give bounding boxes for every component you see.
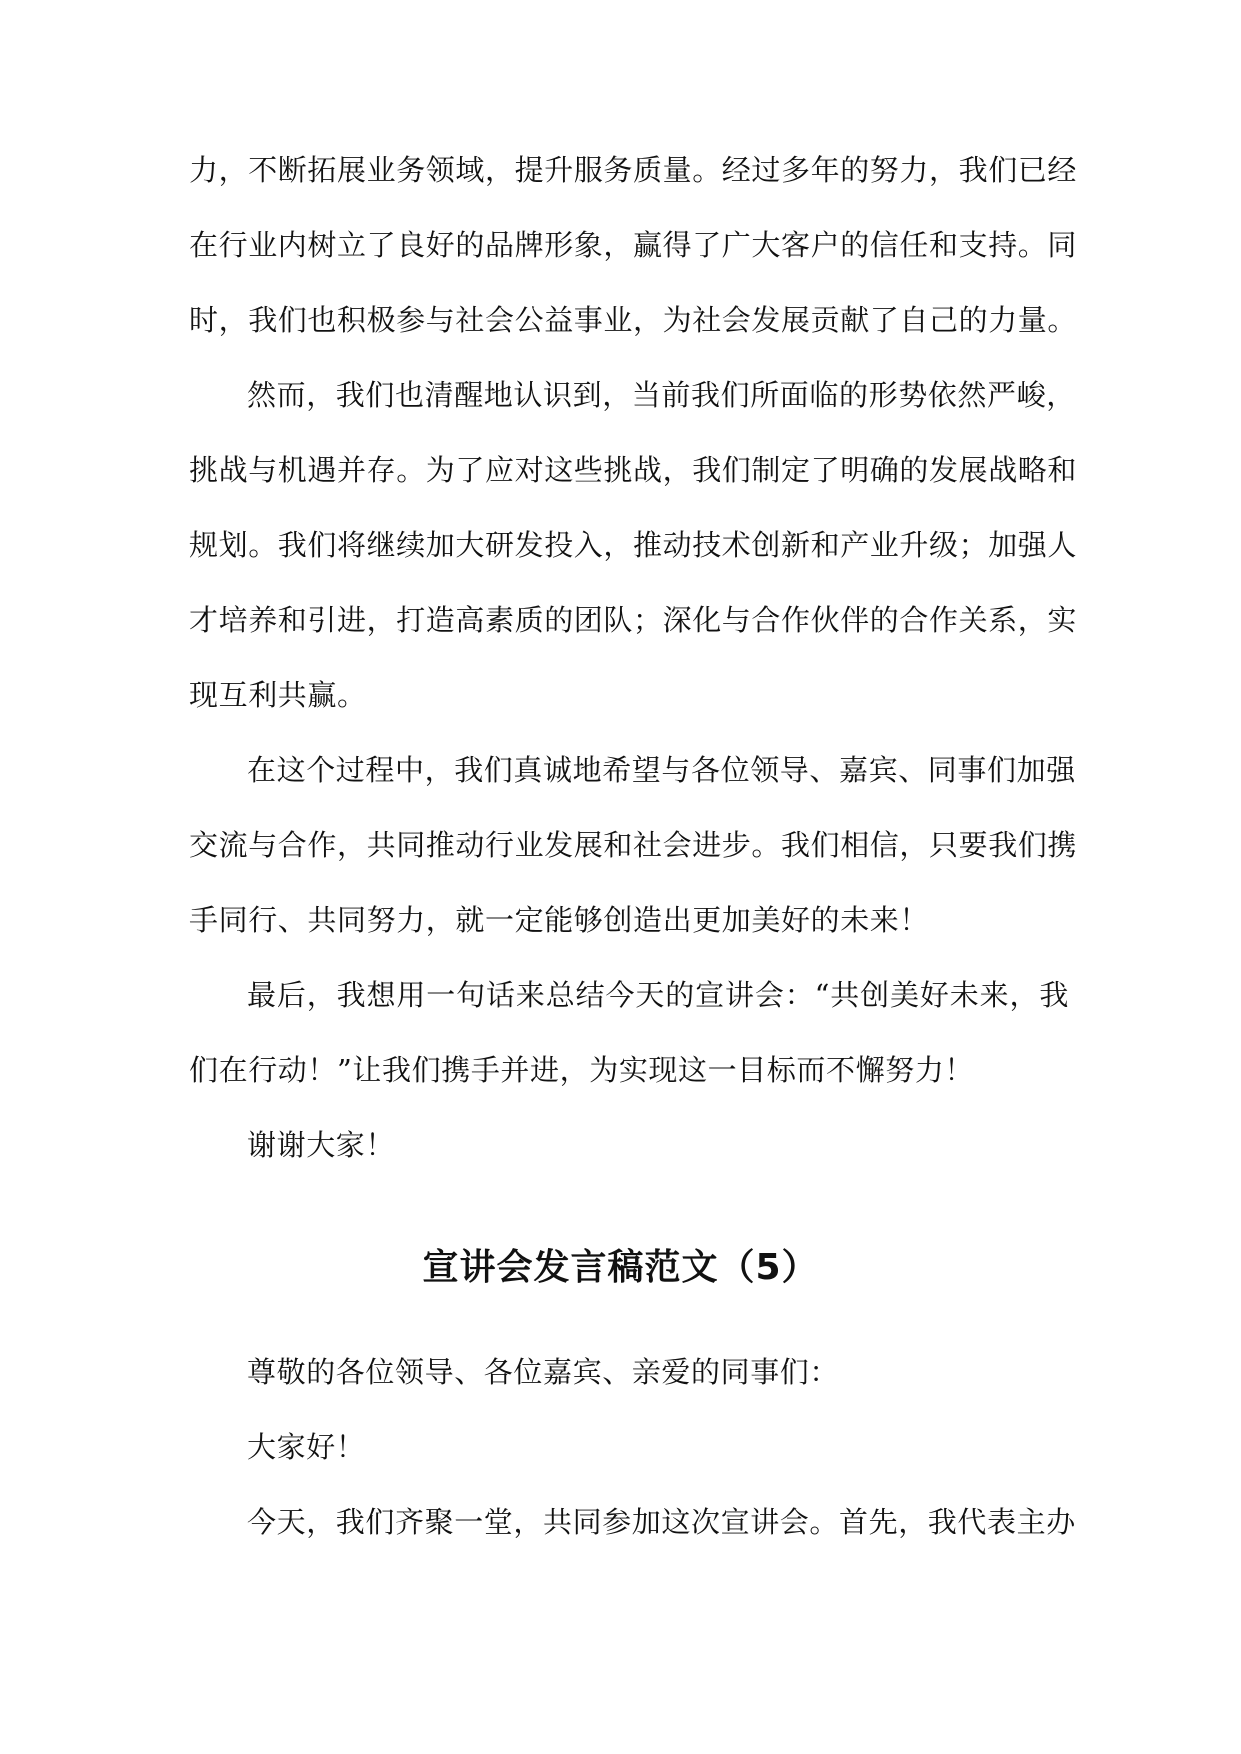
paragraph-line: 最后，我想用一句话来总结今天的宣讲会：“共创美好未来，我 bbox=[247, 978, 1069, 1012]
salutation: 尊敬的各位领导、各位嘉宾、亲爱的同事们： bbox=[247, 1355, 840, 1389]
paragraph-line: 在行业内树立了良好的品牌形象，赢得了广大客户的信任和支持。同 bbox=[189, 228, 1078, 262]
paragraph-line: 今天，我们齐聚一堂，共同参加这次宣讲会。首先，我代表主办 bbox=[247, 1505, 1076, 1539]
paragraph-line: 时，我们也积极参与社会公益事业，为社会发展贡献了自己的力量。 bbox=[189, 303, 1078, 337]
paragraph-line: 然而，我们也清醒地认识到，当前我们所面临的形势依然严峻， bbox=[247, 378, 1076, 412]
paragraph-line: 在这个过程中，我们真诚地希望与各位领导、嘉宾、同事们加强 bbox=[247, 753, 1076, 787]
paragraph-line: 力，不断拓展业务领域，提升服务质量。经过多年的努力，我们已经 bbox=[189, 153, 1078, 187]
paragraph-line: 才培养和引进，打造高素质的团队；深化与合作伙伴的合作关系，实 bbox=[189, 603, 1078, 637]
paragraph-line: 手同行、共同努力，就一定能够创造出更加美好的未来！ bbox=[189, 903, 930, 937]
closing-thanks: 谢谢大家！ bbox=[247, 1128, 396, 1162]
paragraph-line: 规划。我们将继续加大研发投入，推动技术创新和产业升级；加强人 bbox=[189, 528, 1078, 562]
paragraph-line: 挑战与机遇并存。为了应对这些挑战，我们制定了明确的发展战略和 bbox=[189, 453, 1078, 487]
greeting: 大家好！ bbox=[247, 1430, 366, 1464]
paragraph-line: 现互利共赢。 bbox=[189, 678, 367, 712]
paragraph-line: 交流与合作，共同推动行业发展和社会进步。我们相信，只要我们携 bbox=[189, 828, 1078, 862]
section-heading: 宣讲会发言稿范文（5） bbox=[422, 1247, 819, 1288]
paragraph-line: 们在行动！”让我们携手并进，为实现这一目标而不懈努力！ bbox=[189, 1053, 975, 1087]
